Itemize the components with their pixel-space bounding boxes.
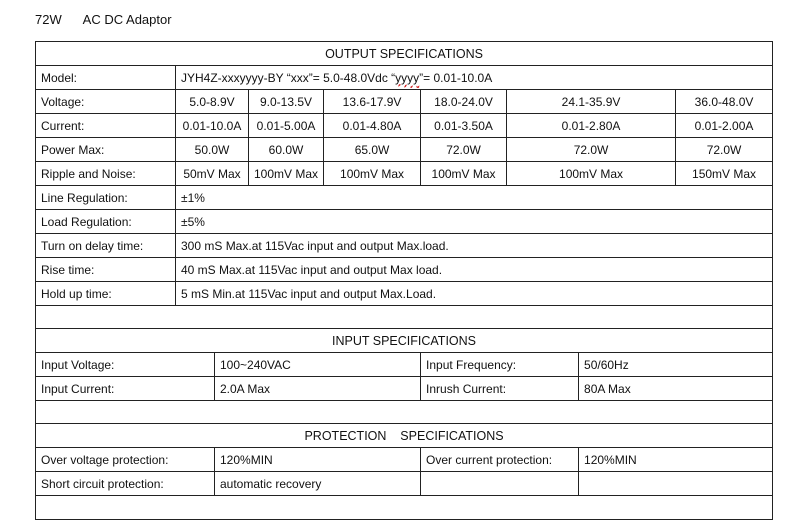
rise-time-value: 40 mS Max.at 115Vac input and output Max load.: [176, 258, 773, 282]
bottom-row: [36, 496, 773, 520]
line-regulation-label: Line Regulation:: [36, 186, 176, 210]
voltage-cell: 24.1-35.9V: [507, 90, 676, 114]
protection-section-header-row: [36, 424, 773, 448]
current-cell: 0.01-2.00A: [676, 114, 773, 138]
model-value-suffix: ”= 0.01-10.0A: [419, 70, 493, 85]
ovp-value: 120%MIN: [215, 448, 421, 472]
rise-time-row: [36, 258, 773, 282]
turn-on-delay-label: Turn on delay time:: [36, 234, 176, 258]
hold-up-time-value: 5 mS Min.at 115Vac input and output Max.Load.: [176, 282, 773, 306]
input-voltage-row: [36, 353, 773, 377]
current-cell: 0.01-3.50A: [421, 114, 507, 138]
scp-label: Short circuit protection:: [36, 472, 215, 496]
input-voltage-label: Input Voltage:: [36, 353, 215, 377]
spacer-row: [36, 401, 773, 424]
power-row: [36, 138, 773, 162]
voltage-label: Voltage:: [36, 90, 176, 114]
power-cell: 60.0W: [249, 138, 324, 162]
load-regulation-value: ±5%: [176, 210, 773, 234]
power-cell: 72.0W: [421, 138, 507, 162]
spacer-cell: [36, 306, 773, 329]
load-regulation-row: [36, 210, 773, 234]
voltage-cell: 13.6-17.9V: [324, 90, 421, 114]
model-value-prefix: JYH4Z-xxxyyyy-BY “xxx”= 5.0-48.0Vdc “: [181, 70, 396, 85]
input-voltage-value: 100~240VAC: [215, 353, 421, 377]
input-current-label: Input Current:: [36, 377, 215, 401]
spacer-cell: [36, 401, 773, 424]
turn-on-delay-row: [36, 234, 773, 258]
empty-cell: [579, 472, 773, 496]
model-label: Model:: [36, 66, 176, 90]
ripple-cell: 100mV Max: [249, 162, 324, 186]
current-cell: 0.01-4.80A: [324, 114, 421, 138]
voltage-row: [36, 90, 773, 114]
ripple-cell: 100mV Max: [507, 162, 676, 186]
ripple-cell: 50mV Max: [176, 162, 249, 186]
turn-on-delay-value: 300 mS Max.at 115Vac input and output Max.load.: [176, 234, 773, 258]
power-label: Power Max:: [36, 138, 176, 162]
voltage-cell: 18.0-24.0V: [421, 90, 507, 114]
model-value-yyyy: yyyy: [395, 70, 420, 85]
scp-value: automatic recovery: [215, 472, 421, 496]
ovp-row: [36, 448, 773, 472]
hold-up-time-row: [36, 282, 773, 306]
input-frequency-value: 50/60Hz: [579, 353, 773, 377]
rise-time-label: Rise time:: [36, 258, 176, 282]
voltage-cell: 9.0-13.5V: [249, 90, 324, 114]
protection-section-header: PROTECTION SPECIFICATIONS: [36, 424, 773, 448]
bottom-cell: [36, 496, 773, 520]
ripple-label: Ripple and Noise:: [36, 162, 176, 186]
inrush-current-value: 80A Max: [579, 377, 773, 401]
model-value: [176, 66, 773, 90]
current-cell: 0.01-5.00A: [249, 114, 324, 138]
ripple-cell: 100mV Max: [324, 162, 421, 186]
current-cell: 0.01-2.80A: [507, 114, 676, 138]
input-current-value: 2.0A Max: [215, 377, 421, 401]
input-frequency-label: Input Frequency:: [421, 353, 579, 377]
input-section-header-row: [36, 329, 773, 353]
spec-table: [35, 41, 773, 520]
current-cell: 0.01-10.0A: [176, 114, 249, 138]
scp-row: [36, 472, 773, 496]
voltage-cell: 5.0-8.9V: [176, 90, 249, 114]
input-current-row: [36, 377, 773, 401]
document-title: 72W AC DC Adaptor: [35, 12, 172, 27]
ovp-label: Over voltage protection:: [36, 448, 215, 472]
current-label: Current:: [36, 114, 176, 138]
output-section-header-row: [36, 42, 773, 66]
ripple-cell: 150mV Max: [676, 162, 773, 186]
power-cell: 65.0W: [324, 138, 421, 162]
line-regulation-row: [36, 186, 773, 210]
spacer-row: [36, 306, 773, 329]
inrush-current-label: Inrush Current:: [421, 377, 579, 401]
power-cell: 72.0W: [507, 138, 676, 162]
voltage-cell: 36.0-48.0V: [676, 90, 773, 114]
ocp-label: Over current protection:: [421, 448, 579, 472]
line-regulation-value: ±1%: [176, 186, 773, 210]
model-row: [36, 66, 773, 90]
empty-cell: [421, 472, 579, 496]
power-cell: 50.0W: [176, 138, 249, 162]
ripple-row: [36, 162, 773, 186]
power-cell: 72.0W: [676, 138, 773, 162]
ocp-value: 120%MIN: [579, 448, 773, 472]
load-regulation-label: Load Regulation:: [36, 210, 176, 234]
current-row: [36, 114, 773, 138]
hold-up-time-label: Hold up time:: [36, 282, 176, 306]
ripple-cell: 100mV Max: [421, 162, 507, 186]
output-section-header: OUTPUT SPECIFICATIONS: [36, 42, 773, 66]
input-section-header: INPUT SPECIFICATIONS: [36, 329, 773, 353]
